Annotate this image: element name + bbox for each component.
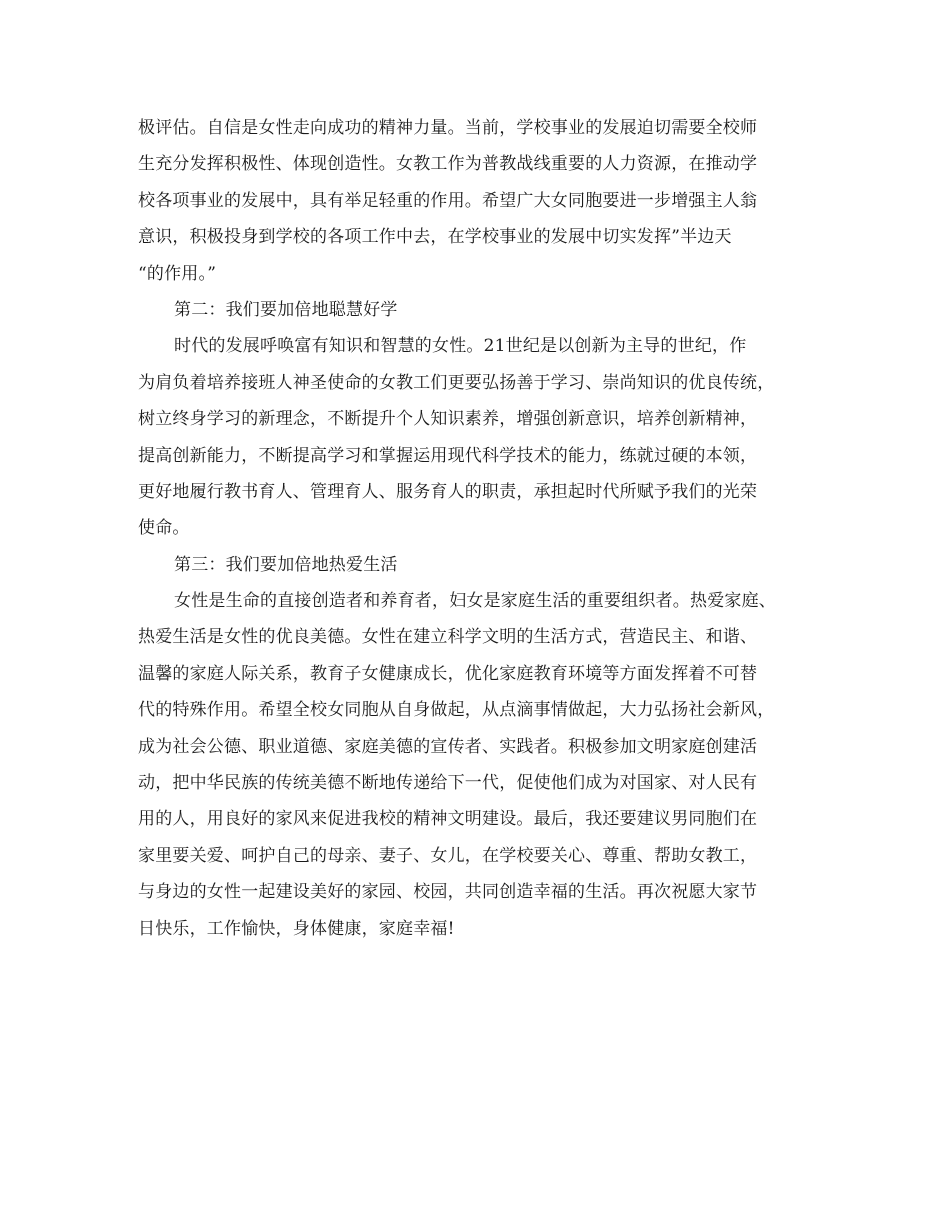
paragraph-line: 树立终身学习的新理念，不断提升个人知识素养，增强创新意识，培养创新精神， [138,409,758,430]
paragraph-line: 意识，积极投身到学校的各项工作中去，在学校事业的发展中切实发挥”半边天 [138,227,732,248]
paragraph-line: 提高创新能力，不断提高学习和掌握运用现代科学技术的能力，练就过硬的本领， [138,445,758,466]
paragraph-line: 日快乐，工作愉快，身体健康，家庭幸福! [138,918,455,939]
paragraph-line: 生充分发挥积极性、体现创造性。女教工作为普教战线重要的人力资源，在推动学 [138,154,758,175]
paragraph-line: 动，把中华民族的传统美德不断地传递给下一代，促使他们成为对国家、对人民有 [138,773,758,794]
paragraph-line: 极评估。自信是女性走向成功的精神力量。当前，学校事业的发展迫切需要全校师 [138,118,758,138]
paragraph-line: 热爱生活是女性的优良美德。女性在建立科学文明的生活方式，营造民主、和谐、 [138,627,758,648]
paragraph-line: 成为社会公德、职业道德、家庭美德的宣传者、实践者。积极参加文明家庭创建活 [138,736,758,757]
paragraph-line: 温馨的家庭人际关系，教育子女健康成长，优化家庭教育环境等方面发挥着不可替 [138,663,758,684]
paragraph-line: 与身边的女性一起建设美好的家园、校园，共同创造幸福的生活。再次祝愿大家节 [138,882,758,903]
paragraph-line: “的作用。” [138,263,217,284]
paragraph-line: 家里要关爱、呵护自己的母亲、妻子、女儿，在学校要关心、尊重、帮助女教工， [138,845,758,866]
paragraph-line: 校各项事业的发展中，具有举足轻重的作用。希望广大女同胞要进一步增强主人翁 [138,190,758,211]
paragraph-line-indented: 第三：我们要加倍地热爱生活 [174,554,398,575]
paragraph-line-indented: 女性是生命的直接创造者和养育者，妇女是家庭生活的重要组织者。热爱家庭、 [174,591,776,612]
paragraph-line: 为肩负着培养接班人神圣使命的女教工们更要弘扬善于学习、崇尚知识的优良传统， [138,372,775,393]
paragraph-line-indented: 时代的发展呼唤富有知识和智慧的女性。21世纪是以创新为主导的世纪，作 [174,336,747,357]
paragraph-line: 使命。 [138,518,190,539]
paragraph-line: 用的人，用良好的家风来促进我校的精神文明建设。最后，我还要建议男同胞们在 [138,809,758,830]
paragraph-line: 代的特殊作用。希望全校女同胞从自身做起，从点滴事情做起，大力弘扬社会新风， [138,700,775,721]
document-body [138,110,828,947]
paragraph-line: 更好地履行教书育人、管理育人、服务育人的职责，承担起时代所赋予我们的光荣 [138,481,758,502]
paragraph-line-indented: 第二：我们要加倍地聪慧好学 [174,299,398,320]
